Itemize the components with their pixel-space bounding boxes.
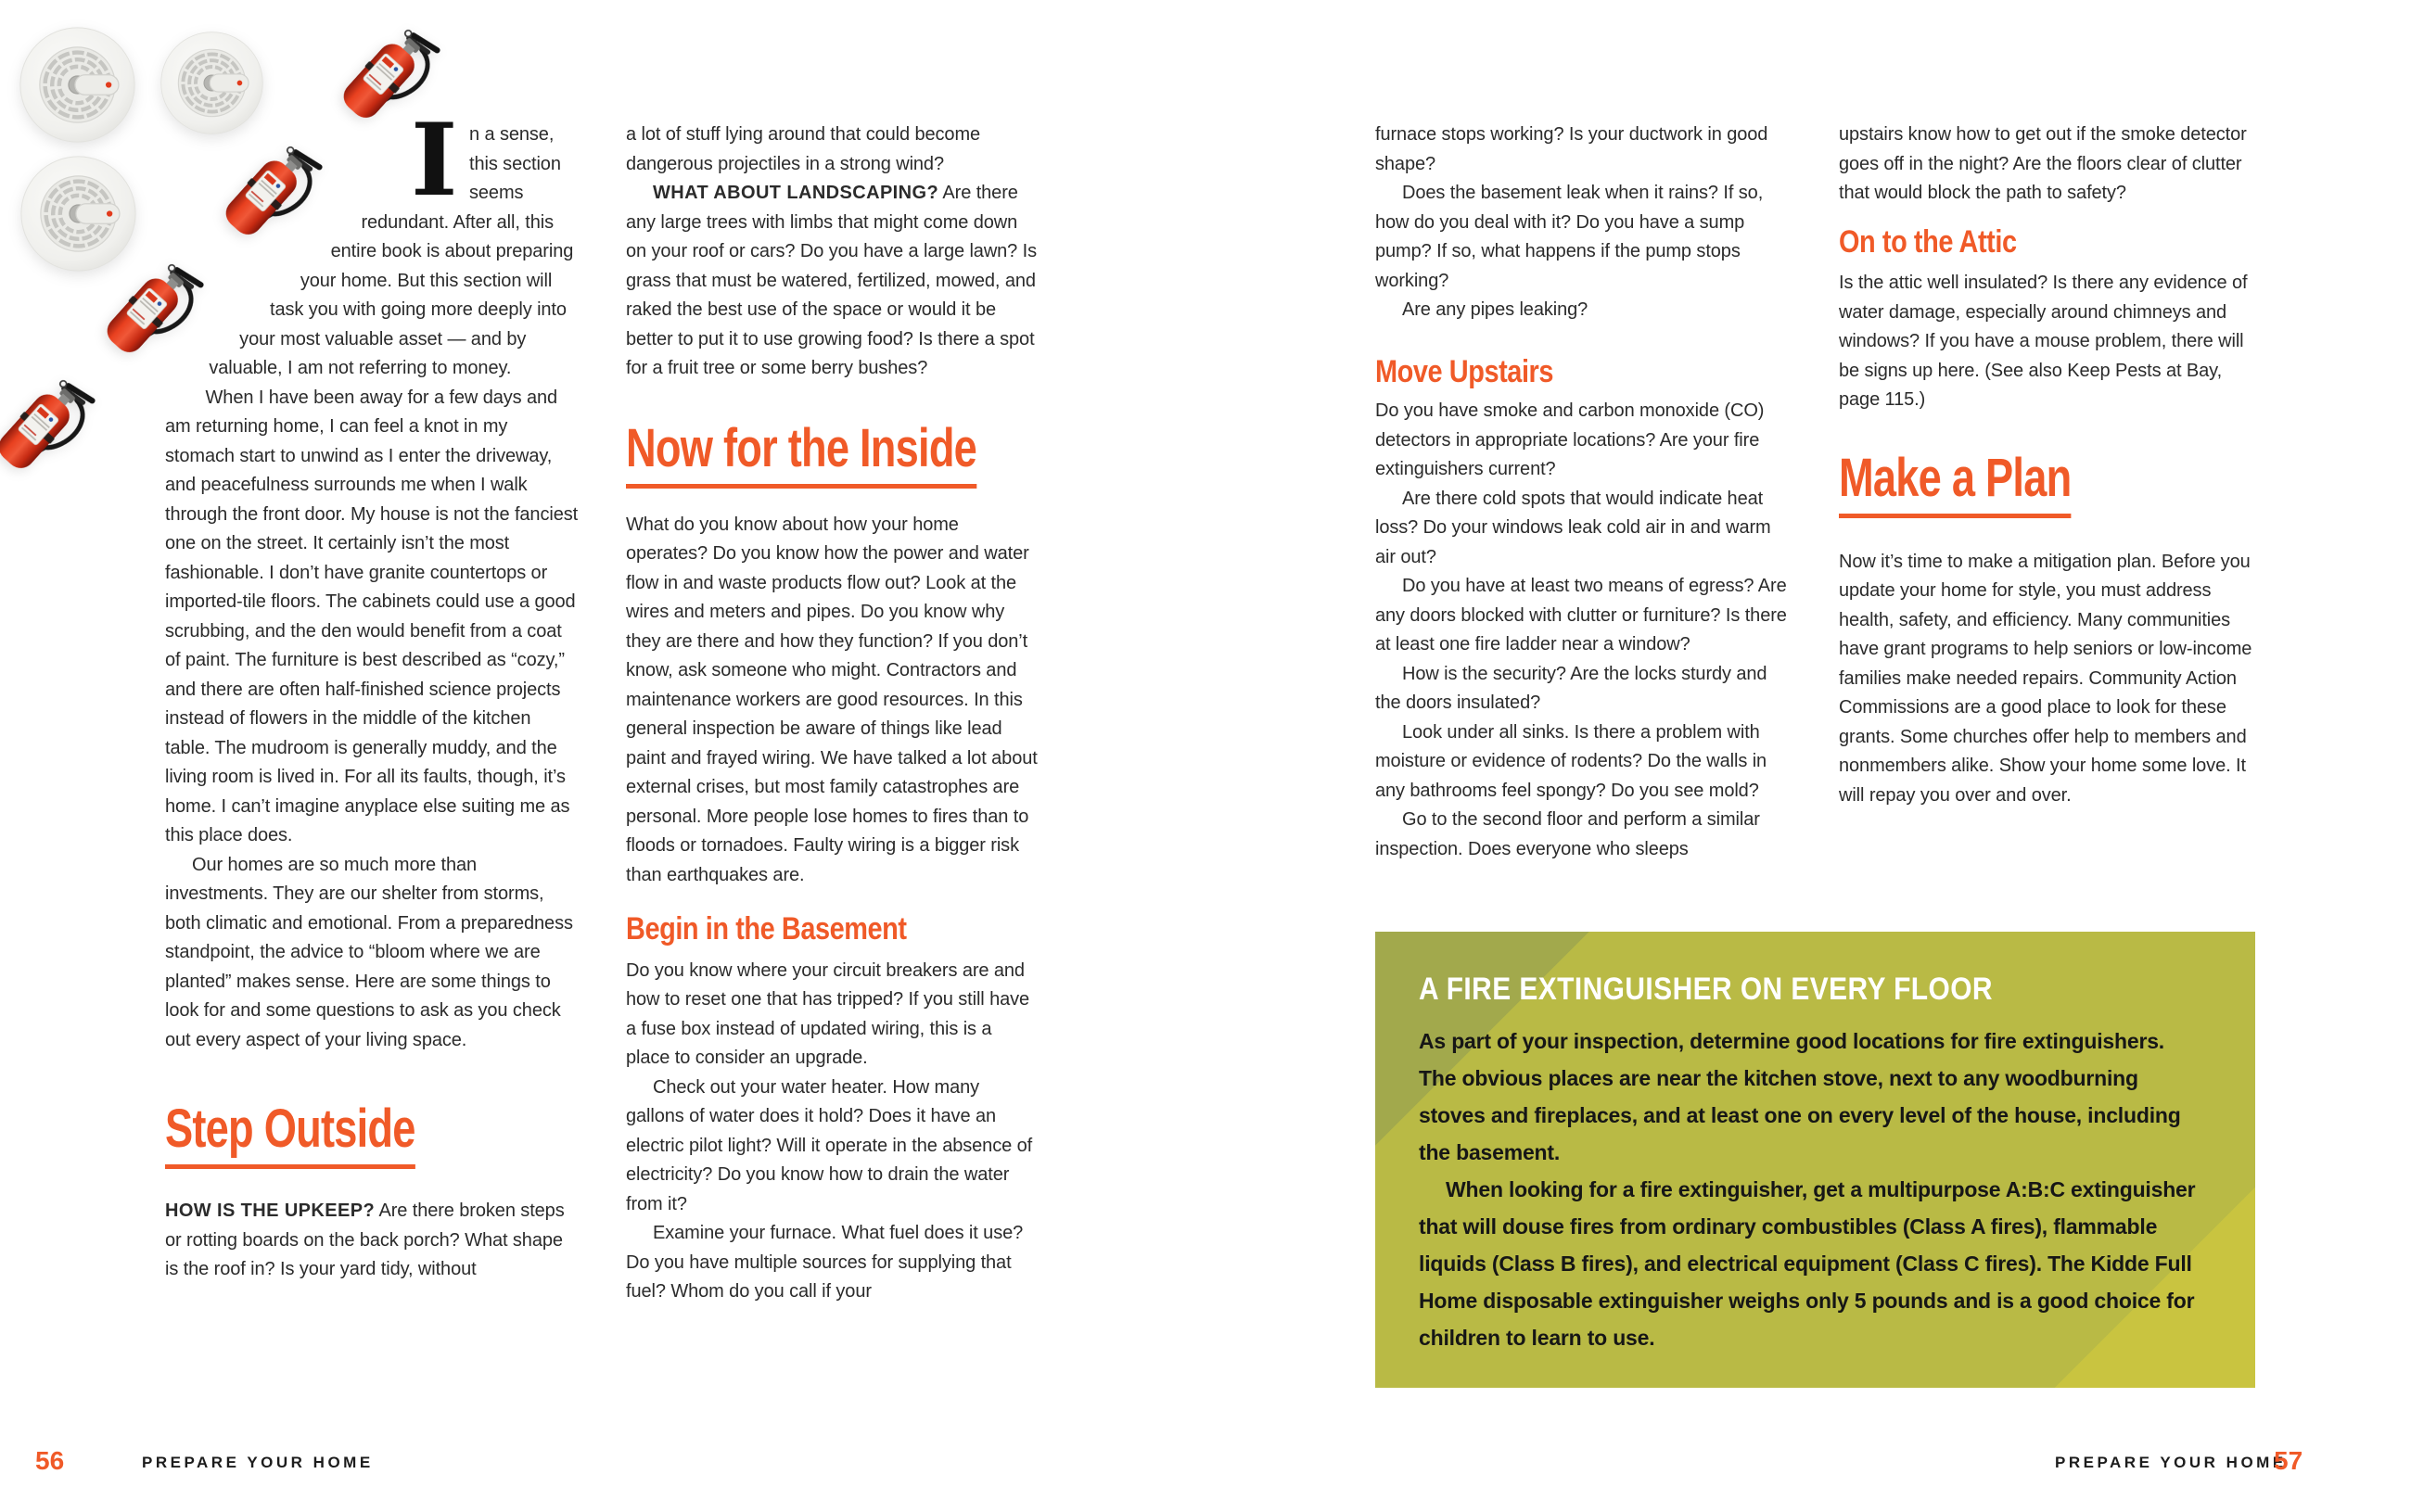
page-number-right: 57 — [2274, 1446, 2303, 1475]
subheading-move-upstairs: Move Upstairs — [1375, 353, 1554, 389]
paragraph: What do you know about how your home operates? Do you know how the power and water flow in and waste products flow out? Look at the wires and meters and pipes. Do you know why they are there and how they function? If you don’t know, ask someone who might. Contractors and maintenance workers are good resources. In this general inspection be aware of things like lead paint and frayed wiring. We have talked a lot about external crises, but most family catastrophes are personal. More people lose homes to fires than to floods or tornadoes. Faulty wiring is a bigger risk than earthquakes are. — [626, 514, 1038, 885]
paragraph: Do you have smoke and carbon monoxide (CO) detectors in appropriate locations? Are your fire extinguishers current? — [1375, 400, 1765, 479]
paragraph: a lot of stuff lying around that could become dangerous projectiles in a strong wind? — [626, 124, 981, 174]
left-page-column-2 — [626, 121, 1040, 1307]
paragraph: furnace stops working? Is your ductwork in good shape? — [1375, 124, 1768, 174]
callout-paragraph: As part of your inspection, determine good locations for fire extinguishers. The obvious places are near the kitchen stove, next to any woodburning stoves and fireplaces, and at least one on every level of the house, including the basement. — [1419, 1029, 2181, 1164]
paragraph: Do you know where your circuit breakers are and how to reset one that has tripped? If you still have a fuse box instead of updated wiring, this is a place to consider an upgrade. — [626, 959, 1030, 1068]
callout-title: A FIRE EXTINGUISHER ON EVERY FLOOR — [1419, 972, 1993, 1007]
section-heading-make-a-plan: Make a Plan — [1839, 454, 2255, 518]
paragraph: Look under all sinks. Is there a problem with moisture or evidence of rodents? Do the walls in any bathrooms feel spongy? Do you see mold? — [1375, 721, 1767, 801]
paragraph: Does the basement leak when it rains? If so, how do you deal with it? Do you have a sump pump? If so, what happens if the pump stops working? — [1375, 183, 1764, 291]
section-heading-step-outside: Step Outside — [165, 1105, 580, 1169]
paragraph: upstairs know how to get out if the smoke detector goes off in the night? Are the floors clear of clutter that would block the path to safety? — [1839, 124, 2247, 203]
paragraph: Is the attic well insulated? Is there any evidence of water damage, especially around chimneys and windows? If you have a mouse problem, there will be signs up here. (See also Keep Pests at Bay, page 115.) — [1839, 273, 2248, 410]
smoke-detector-icon — [19, 155, 137, 273]
right-page-column-1 — [1375, 121, 1792, 864]
page-number-left: 56 — [35, 1446, 65, 1475]
fire-extinguisher-callout-box — [1375, 932, 2255, 1388]
paragraph: n a sense, this section seems redundant. After all, this entire book is about preparing your home. But this section will task you with going more deeply into your most valuable asset — and by valuable, I am not referring to money. — [209, 124, 574, 378]
paragraph: Examine your furnace. What fuel does it use? Do you have multiple sources for supplying that fuel? Whom do you call if your — [626, 1223, 1024, 1302]
paragraph: Are there cold spots that would indicate heat loss? Do your windows leak cold air in and warm air out? — [1375, 488, 1771, 567]
bold-lead-in: HOW IS THE UPKEEP? — [165, 1201, 376, 1221]
drop-cap: I — [411, 102, 458, 219]
paragraph: Do you have at least two means of egress? Are any doors blocked with clutter or furniture? Is there at least one fire ladder near a window? — [1375, 576, 1787, 654]
paragraph: Now it’s time to make a mitigation plan. Before you update your home for style, you must address health, safety, and efficiency. Many communities have grant programs to help seniors or low-income families make needed repairs. Community Action Commissions are a good place to look for these grants. Some churches offer help to members and nonmembers alike. Show your home some love. It will repay you over and over. — [1839, 551, 2252, 806]
fire-extinguisher-icon — [0, 350, 112, 493]
left-page-column-1 — [165, 102, 580, 1285]
subheading-on-to-the-attic: On to the Attic — [1839, 223, 2017, 260]
paragraph: Check out your water heater. How many gallons of water does it hold? Does it have an electric pilot light? Will it operate in the absence of electricity? Do you know how to drain the water from it? — [626, 1076, 1033, 1214]
running-title-right: PREPARE YOUR HOME — [2055, 1454, 2287, 1471]
smoke-detector-icon — [19, 26, 136, 144]
paragraph: How is the security? Are the locks sturdy and the doors insulated? — [1375, 663, 1767, 713]
paragraph: Go to the second floor and perform a similar inspection. Does everyone who sleeps — [1375, 809, 1760, 859]
paragraph: HOW IS THE UPKEEP? Are there broken steps or rotting boards on the back porch? What shape is the roof in? Is your yard tidy, without — [165, 1201, 565, 1279]
paragraph: Are any pipes leaking? — [1402, 299, 1588, 320]
paragraph: When I have been away for a few days and am returning home, I can feel a knot in my stomach start to unwind as I enter the driveway, and peacefulness surrounds me when I walk through the front door. My house is not the fanciest one on the street. It certainly isn’t the most fashionable. I don’t have granite countertops or imported-tile floors. The cabinets could use a good scrubbing, and the den would benefit from a coat of paint. The furniture is best described as “cozy,” and there are often half-finished science projects instead of flowers in the middle of the kitchen table. The mudroom is generally muddy, and the living room is lived in. For all its faults, though, it’s home. I can’t imagine anyplace else suiting me as this place does. — [165, 387, 579, 845]
section-heading-now-for-the-inside: Now for the Inside — [626, 425, 1040, 489]
callout-paragraph: When looking for a fire extinguisher, get a multipurpose A:B:C extinguisher that will douse fires from ordinary combustibles (Class A fires), flammable liquids (Class B fires), and electrical equipment (Class C fires). The Kidde Full Home disposable extinguisher weighs only 5 pounds and is a good choice for children to learn to use. — [1419, 1177, 2196, 1350]
subheading-begin-in-the-basement: Begin in the Basement — [626, 911, 907, 947]
paragraph: WHAT ABOUT LANDSCAPING? Are there any large trees with limbs that might come down on your roof or cars? Do you have a large lawn? Is grass that must be watered, fertilized, mowed, and raked the best use of the space or would it be better to put it to use growing food? Is there a spot for a fruit tree or some berry bushes? — [626, 183, 1038, 378]
running-title-left: PREPARE YOUR HOME — [142, 1454, 374, 1471]
bold-lead-in: WHAT ABOUT LANDSCAPING? — [653, 183, 939, 203]
paragraph: Our homes are so much more than investments. They are our shelter from storms, both climatic and emotional. From a preparedness standpoint, the advice to “bloom where we are planted” makes sense. Here are some things to look for and some questions to ask as you check out every aspect of your living space. — [165, 854, 573, 1050]
right-page-column-2 — [1839, 121, 2255, 810]
